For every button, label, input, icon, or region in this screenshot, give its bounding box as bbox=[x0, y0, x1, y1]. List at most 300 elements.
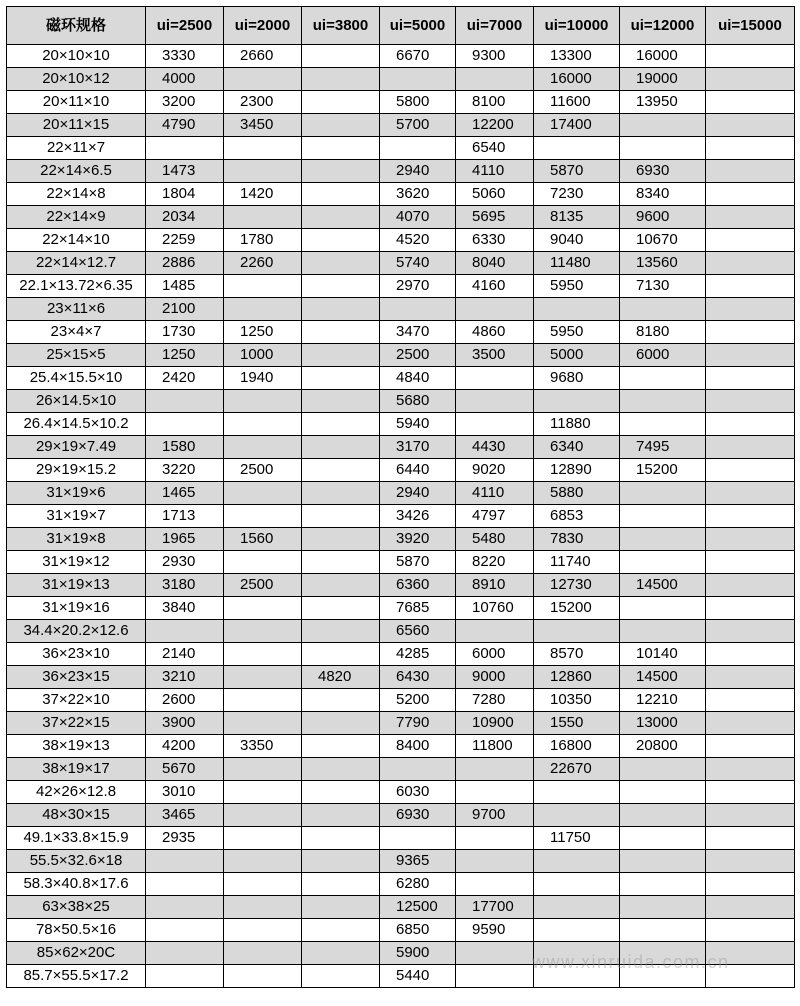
value-cell: 5900 bbox=[380, 942, 456, 965]
value-cell bbox=[146, 413, 224, 436]
value-cell: 9600 bbox=[620, 206, 706, 229]
value-cell bbox=[706, 643, 795, 666]
spec-cell: 22×14×10 bbox=[7, 229, 146, 252]
value-cell bbox=[456, 390, 534, 413]
value-cell bbox=[706, 666, 795, 689]
table-row bbox=[7, 321, 795, 344]
value-cell: 2930 bbox=[146, 551, 224, 574]
value-cell: 1465 bbox=[146, 482, 224, 505]
table-row bbox=[7, 643, 795, 666]
watermark-text: www.xinruida.com.cn bbox=[532, 952, 730, 972]
value-cell bbox=[534, 781, 620, 804]
value-cell: 6000 bbox=[620, 344, 706, 367]
spec-cell: 26.4×14.5×10.2 bbox=[7, 413, 146, 436]
value-cell: 5870 bbox=[380, 551, 456, 574]
spec-cell: 55.5×32.6×18 bbox=[7, 850, 146, 873]
value-cell bbox=[380, 137, 456, 160]
value-cell bbox=[302, 827, 380, 850]
table-row bbox=[7, 206, 795, 229]
value-cell: 10350 bbox=[534, 689, 620, 712]
value-cell: 11480 bbox=[534, 252, 620, 275]
value-cell bbox=[706, 850, 795, 873]
value-cell: 8400 bbox=[380, 735, 456, 758]
value-cell: 5940 bbox=[380, 413, 456, 436]
spec-cell: 36×23×15 bbox=[7, 666, 146, 689]
spec-cell: 31×19×13 bbox=[7, 574, 146, 597]
value-cell: 1940 bbox=[224, 367, 302, 390]
ferrite-ring-spec-table bbox=[6, 6, 795, 988]
value-cell: 3450 bbox=[224, 114, 302, 137]
value-cell bbox=[620, 114, 706, 137]
value-cell bbox=[620, 781, 706, 804]
value-cell: 1473 bbox=[146, 160, 224, 183]
table-row bbox=[7, 758, 795, 781]
value-cell: 5880 bbox=[534, 482, 620, 505]
value-cell bbox=[146, 873, 224, 896]
value-cell: 2886 bbox=[146, 252, 224, 275]
value-cell bbox=[224, 298, 302, 321]
value-cell bbox=[706, 413, 795, 436]
value-cell: 10900 bbox=[456, 712, 534, 735]
value-cell: 6540 bbox=[456, 137, 534, 160]
table-row bbox=[7, 137, 795, 160]
value-cell bbox=[302, 459, 380, 482]
table-row bbox=[7, 666, 795, 689]
spec-cell: 29×19×15.2 bbox=[7, 459, 146, 482]
value-cell: 5200 bbox=[380, 689, 456, 712]
value-cell: 4000 bbox=[146, 68, 224, 91]
value-cell: 8220 bbox=[456, 551, 534, 574]
value-cell bbox=[302, 68, 380, 91]
value-cell: 17400 bbox=[534, 114, 620, 137]
value-cell bbox=[706, 804, 795, 827]
spec-cell: 29×19×7.49 bbox=[7, 436, 146, 459]
value-cell bbox=[706, 390, 795, 413]
value-cell bbox=[146, 390, 224, 413]
table-row bbox=[7, 229, 795, 252]
value-cell: 7280 bbox=[456, 689, 534, 712]
value-cell: 4070 bbox=[380, 206, 456, 229]
value-cell bbox=[302, 643, 380, 666]
value-cell bbox=[146, 919, 224, 942]
spec-cell: 20×10×12 bbox=[7, 68, 146, 91]
value-cell bbox=[456, 413, 534, 436]
value-cell bbox=[620, 827, 706, 850]
value-cell: 8570 bbox=[534, 643, 620, 666]
spec-cell: 42×26×12.8 bbox=[7, 781, 146, 804]
value-cell: 2300 bbox=[224, 91, 302, 114]
value-cell bbox=[302, 804, 380, 827]
value-cell: 9040 bbox=[534, 229, 620, 252]
value-cell bbox=[706, 68, 795, 91]
value-cell: 1804 bbox=[146, 183, 224, 206]
value-cell bbox=[706, 344, 795, 367]
value-cell: 3465 bbox=[146, 804, 224, 827]
value-cell bbox=[534, 873, 620, 896]
value-cell: 7790 bbox=[380, 712, 456, 735]
value-cell bbox=[224, 942, 302, 965]
spec-cell: 34.4×20.2×12.6 bbox=[7, 620, 146, 643]
value-cell: 1730 bbox=[146, 321, 224, 344]
value-cell bbox=[224, 850, 302, 873]
value-cell bbox=[302, 597, 380, 620]
value-cell: 7130 bbox=[620, 275, 706, 298]
value-cell bbox=[224, 712, 302, 735]
value-cell: 6280 bbox=[380, 873, 456, 896]
table-row bbox=[7, 459, 795, 482]
value-cell bbox=[456, 781, 534, 804]
column-header-ui-2500: ui=2500 bbox=[146, 7, 224, 45]
value-cell: 3470 bbox=[380, 321, 456, 344]
value-cell bbox=[620, 137, 706, 160]
value-cell: 3840 bbox=[146, 597, 224, 620]
table-row bbox=[7, 712, 795, 735]
value-cell: 20800 bbox=[620, 735, 706, 758]
table-row bbox=[7, 68, 795, 91]
value-cell bbox=[706, 183, 795, 206]
value-cell: 9700 bbox=[456, 804, 534, 827]
value-cell: 5800 bbox=[380, 91, 456, 114]
value-cell bbox=[706, 91, 795, 114]
value-cell: 8040 bbox=[456, 252, 534, 275]
value-cell bbox=[302, 275, 380, 298]
value-cell bbox=[706, 367, 795, 390]
value-cell bbox=[224, 781, 302, 804]
value-cell bbox=[224, 206, 302, 229]
column-header-spec: 磁环规格 bbox=[7, 7, 146, 45]
value-cell bbox=[224, 551, 302, 574]
value-cell bbox=[224, 137, 302, 160]
value-cell bbox=[620, 919, 706, 942]
value-cell bbox=[224, 275, 302, 298]
value-cell bbox=[706, 942, 795, 965]
value-cell bbox=[302, 505, 380, 528]
value-cell bbox=[224, 896, 302, 919]
value-cell: 5695 bbox=[456, 206, 534, 229]
value-cell: 2260 bbox=[224, 252, 302, 275]
value-cell: 4797 bbox=[456, 505, 534, 528]
value-cell bbox=[534, 390, 620, 413]
spec-cell: 22×14×9 bbox=[7, 206, 146, 229]
value-cell: 11880 bbox=[534, 413, 620, 436]
value-cell bbox=[706, 114, 795, 137]
spec-cell: 25×15×5 bbox=[7, 344, 146, 367]
value-cell bbox=[620, 896, 706, 919]
value-cell bbox=[456, 758, 534, 781]
spec-cell: 78×50.5×16 bbox=[7, 919, 146, 942]
table-row bbox=[7, 735, 795, 758]
table-row bbox=[7, 505, 795, 528]
value-cell: 8910 bbox=[456, 574, 534, 597]
column-header-ui-5000: ui=5000 bbox=[380, 7, 456, 45]
value-cell bbox=[302, 781, 380, 804]
value-cell: 6930 bbox=[620, 160, 706, 183]
value-cell: 3330 bbox=[146, 45, 224, 68]
value-cell: 22670 bbox=[534, 758, 620, 781]
value-cell: 2660 bbox=[224, 45, 302, 68]
value-cell bbox=[706, 459, 795, 482]
value-cell bbox=[224, 620, 302, 643]
value-cell bbox=[706, 896, 795, 919]
value-cell bbox=[302, 45, 380, 68]
column-header-ui-7000: ui=7000 bbox=[456, 7, 534, 45]
spec-cell: 23×11×6 bbox=[7, 298, 146, 321]
value-cell bbox=[620, 620, 706, 643]
header-row bbox=[7, 7, 795, 45]
value-cell: 5480 bbox=[456, 528, 534, 551]
value-cell: 5670 bbox=[146, 758, 224, 781]
value-cell bbox=[620, 551, 706, 574]
table-row bbox=[7, 344, 795, 367]
value-cell bbox=[302, 551, 380, 574]
table-row bbox=[7, 45, 795, 68]
value-cell: 1580 bbox=[146, 436, 224, 459]
value-cell: 1713 bbox=[146, 505, 224, 528]
table-row bbox=[7, 275, 795, 298]
table-row bbox=[7, 942, 795, 965]
spec-cell: 58.3×40.8×17.6 bbox=[7, 873, 146, 896]
value-cell: 4200 bbox=[146, 735, 224, 758]
value-cell bbox=[224, 804, 302, 827]
value-cell bbox=[224, 390, 302, 413]
value-cell bbox=[224, 413, 302, 436]
value-cell: 9365 bbox=[380, 850, 456, 873]
value-cell bbox=[534, 850, 620, 873]
value-cell bbox=[706, 919, 795, 942]
value-cell bbox=[224, 482, 302, 505]
table-row bbox=[7, 827, 795, 850]
value-cell: 13300 bbox=[534, 45, 620, 68]
value-cell: 6670 bbox=[380, 45, 456, 68]
spec-cell: 20×10×10 bbox=[7, 45, 146, 68]
value-cell bbox=[706, 137, 795, 160]
value-cell: 2034 bbox=[146, 206, 224, 229]
value-cell: 6360 bbox=[380, 574, 456, 597]
value-cell bbox=[706, 597, 795, 620]
spec-cell: 31×19×12 bbox=[7, 551, 146, 574]
value-cell bbox=[302, 942, 380, 965]
column-header-ui-2000: ui=2000 bbox=[224, 7, 302, 45]
table-row bbox=[7, 252, 795, 275]
value-cell bbox=[224, 505, 302, 528]
spec-cell: 48×30×15 bbox=[7, 804, 146, 827]
value-cell: 16000 bbox=[620, 45, 706, 68]
value-cell: 5000 bbox=[534, 344, 620, 367]
value-cell: 4820 bbox=[302, 666, 380, 689]
value-cell: 2140 bbox=[146, 643, 224, 666]
value-cell: 4160 bbox=[456, 275, 534, 298]
value-cell bbox=[224, 160, 302, 183]
table-row bbox=[7, 298, 795, 321]
value-cell bbox=[706, 298, 795, 321]
table-row bbox=[7, 528, 795, 551]
value-cell: 6330 bbox=[456, 229, 534, 252]
spec-cell: 38×19×17 bbox=[7, 758, 146, 781]
table-row bbox=[7, 114, 795, 137]
value-cell: 1420 bbox=[224, 183, 302, 206]
value-cell: 3500 bbox=[456, 344, 534, 367]
value-cell: 7830 bbox=[534, 528, 620, 551]
value-cell: 2420 bbox=[146, 367, 224, 390]
value-cell bbox=[302, 114, 380, 137]
value-cell bbox=[620, 528, 706, 551]
table-row bbox=[7, 689, 795, 712]
value-cell: 14500 bbox=[620, 574, 706, 597]
value-cell: 3170 bbox=[380, 436, 456, 459]
value-cell: 6930 bbox=[380, 804, 456, 827]
table-row bbox=[7, 896, 795, 919]
value-cell bbox=[534, 137, 620, 160]
table-row bbox=[7, 183, 795, 206]
value-cell bbox=[620, 482, 706, 505]
value-cell: 8180 bbox=[620, 321, 706, 344]
spec-cell: 85.7×55.5×17.2 bbox=[7, 965, 146, 988]
table-row bbox=[7, 482, 795, 505]
value-cell bbox=[302, 298, 380, 321]
value-cell bbox=[534, 965, 620, 988]
spec-cell: 22×14×6.5 bbox=[7, 160, 146, 183]
value-cell: 3200 bbox=[146, 91, 224, 114]
value-cell bbox=[302, 160, 380, 183]
value-cell bbox=[620, 758, 706, 781]
value-cell bbox=[706, 620, 795, 643]
value-cell: 1965 bbox=[146, 528, 224, 551]
value-cell: 5700 bbox=[380, 114, 456, 137]
table-row bbox=[7, 965, 795, 988]
value-cell bbox=[224, 758, 302, 781]
value-cell bbox=[456, 298, 534, 321]
value-cell bbox=[456, 942, 534, 965]
value-cell: 2940 bbox=[380, 160, 456, 183]
spec-cell: 37×22×10 bbox=[7, 689, 146, 712]
value-cell bbox=[302, 919, 380, 942]
value-cell: 2500 bbox=[224, 574, 302, 597]
spec-cell: 22.1×13.72×6.35 bbox=[7, 275, 146, 298]
value-cell bbox=[302, 206, 380, 229]
value-cell: 3900 bbox=[146, 712, 224, 735]
value-cell: 12890 bbox=[534, 459, 620, 482]
spec-cell: 22×14×12.7 bbox=[7, 252, 146, 275]
value-cell bbox=[706, 965, 795, 988]
value-cell: 6030 bbox=[380, 781, 456, 804]
value-cell bbox=[706, 436, 795, 459]
value-cell: 1550 bbox=[534, 712, 620, 735]
table-row bbox=[7, 436, 795, 459]
spec-cell: 31×19×7 bbox=[7, 505, 146, 528]
value-cell bbox=[302, 413, 380, 436]
value-cell bbox=[302, 758, 380, 781]
value-cell bbox=[302, 91, 380, 114]
value-cell: 2259 bbox=[146, 229, 224, 252]
spec-cell: 49.1×33.8×15.9 bbox=[7, 827, 146, 850]
value-cell: 1780 bbox=[224, 229, 302, 252]
value-cell bbox=[706, 160, 795, 183]
spec-cell: 63×38×25 bbox=[7, 896, 146, 919]
value-cell bbox=[302, 229, 380, 252]
value-cell: 3180 bbox=[146, 574, 224, 597]
value-cell: 14500 bbox=[620, 666, 706, 689]
value-cell bbox=[380, 298, 456, 321]
value-cell: 12500 bbox=[380, 896, 456, 919]
value-cell: 5950 bbox=[534, 275, 620, 298]
value-cell: 3010 bbox=[146, 781, 224, 804]
value-cell: 4860 bbox=[456, 321, 534, 344]
value-cell bbox=[302, 436, 380, 459]
table-row bbox=[7, 390, 795, 413]
value-cell: 2940 bbox=[380, 482, 456, 505]
value-cell bbox=[224, 436, 302, 459]
value-cell: 8100 bbox=[456, 91, 534, 114]
value-cell: 6340 bbox=[534, 436, 620, 459]
table-row bbox=[7, 574, 795, 597]
value-cell bbox=[620, 413, 706, 436]
value-cell: 11750 bbox=[534, 827, 620, 850]
value-cell bbox=[706, 505, 795, 528]
value-cell bbox=[146, 965, 224, 988]
value-cell: 9000 bbox=[456, 666, 534, 689]
value-cell bbox=[224, 689, 302, 712]
value-cell bbox=[706, 206, 795, 229]
value-cell bbox=[706, 827, 795, 850]
value-cell bbox=[380, 758, 456, 781]
value-cell: 10760 bbox=[456, 597, 534, 620]
value-cell: 13560 bbox=[620, 252, 706, 275]
value-cell bbox=[302, 873, 380, 896]
table-row bbox=[7, 160, 795, 183]
value-cell bbox=[620, 850, 706, 873]
value-cell bbox=[302, 528, 380, 551]
value-cell bbox=[146, 137, 224, 160]
spec-cell: 20×11×15 bbox=[7, 114, 146, 137]
value-cell: 2100 bbox=[146, 298, 224, 321]
value-cell bbox=[224, 68, 302, 91]
table-row bbox=[7, 781, 795, 804]
value-cell bbox=[224, 597, 302, 620]
value-cell bbox=[302, 321, 380, 344]
value-cell: 3350 bbox=[224, 735, 302, 758]
value-cell bbox=[224, 643, 302, 666]
value-cell bbox=[146, 850, 224, 873]
table-row bbox=[7, 597, 795, 620]
spec-cell: 37×22×15 bbox=[7, 712, 146, 735]
value-cell: 11800 bbox=[456, 735, 534, 758]
table-row bbox=[7, 413, 795, 436]
value-cell: 7495 bbox=[620, 436, 706, 459]
value-cell: 1250 bbox=[146, 344, 224, 367]
table-row bbox=[7, 367, 795, 390]
table-row bbox=[7, 919, 795, 942]
value-cell bbox=[224, 919, 302, 942]
value-cell: 5870 bbox=[534, 160, 620, 183]
spec-cell: 26×14.5×10 bbox=[7, 390, 146, 413]
value-cell: 3220 bbox=[146, 459, 224, 482]
value-cell bbox=[534, 804, 620, 827]
spec-cell: 85×62×20C bbox=[7, 942, 146, 965]
column-header-ui-3800: ui=3800 bbox=[302, 7, 380, 45]
spec-cell: 31×19×8 bbox=[7, 528, 146, 551]
table-row bbox=[7, 91, 795, 114]
value-cell bbox=[620, 597, 706, 620]
value-cell bbox=[706, 482, 795, 505]
spec-cell: 31×19×16 bbox=[7, 597, 146, 620]
value-cell: 16800 bbox=[534, 735, 620, 758]
table-header bbox=[7, 7, 795, 45]
value-cell bbox=[302, 367, 380, 390]
value-cell: 5740 bbox=[380, 252, 456, 275]
value-cell bbox=[706, 689, 795, 712]
value-cell bbox=[620, 873, 706, 896]
value-cell bbox=[302, 620, 380, 643]
